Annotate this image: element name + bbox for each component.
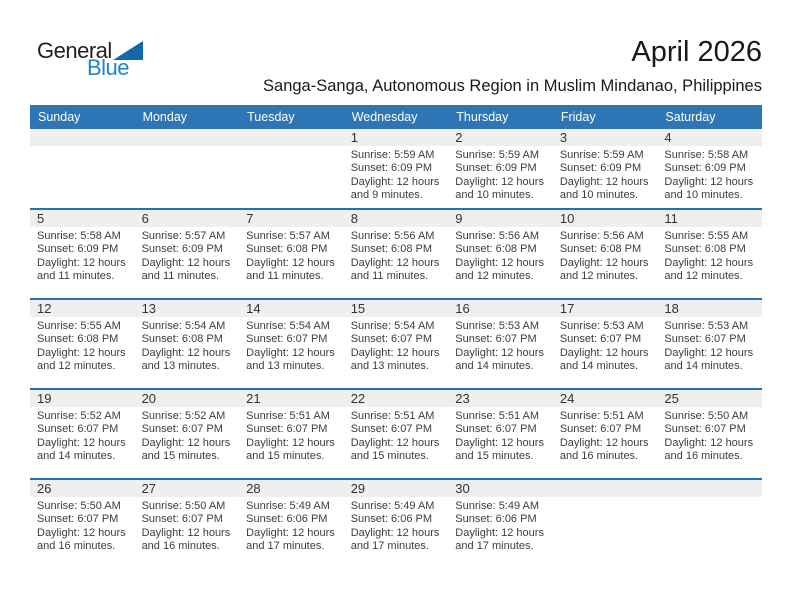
day-detail-line: Daylight: 12 hours xyxy=(141,256,231,269)
day-number: 12 xyxy=(30,300,135,317)
day-details xyxy=(448,497,553,554)
day-detail-line: Sunset: 6:07 PM xyxy=(350,423,433,436)
day-detail-line: Sunrise: 5:51 AM xyxy=(455,410,540,422)
day-cell-21 xyxy=(239,390,344,478)
day-cell-11 xyxy=(657,210,762,298)
day-detail-line: Sunrise: 5:50 AM xyxy=(664,410,749,422)
day-detail-line: and 10 minutes. xyxy=(664,189,743,202)
day-cell-13 xyxy=(135,300,240,388)
day-detail-line: Sunrise: 5:49 AM xyxy=(246,500,330,512)
day-number: 26 xyxy=(30,480,135,497)
day-detail-line: Sunrise: 5:49 AM xyxy=(455,500,540,512)
empty-day-band xyxy=(657,480,762,497)
day-detail-line: Sunset: 6:08 PM xyxy=(37,333,119,346)
day-details xyxy=(553,227,658,284)
day-detail-line: and 15 minutes. xyxy=(350,450,429,463)
day-detail-line: Sunrise: 5:52 AM xyxy=(37,410,121,422)
day-cell-30 xyxy=(448,480,553,568)
empty-day-band xyxy=(553,480,658,497)
day-cell-4 xyxy=(657,129,762,208)
day-detail-line: Sunrise: 5:53 AM xyxy=(455,320,540,332)
day-detail-line: Sunset: 6:08 PM xyxy=(350,243,433,256)
week-row-2 xyxy=(30,208,762,298)
day-details xyxy=(657,146,762,203)
logo xyxy=(37,40,143,79)
day-detail-line: Daylight: 12 hours xyxy=(559,256,649,269)
day-detail-line: and 16 minutes. xyxy=(559,450,639,463)
day-detail-line: Sunrise: 5:56 AM xyxy=(559,230,644,242)
day-cell-1 xyxy=(344,129,449,208)
day-detail-line: Daylight: 12 hours xyxy=(664,256,754,269)
day-details xyxy=(344,317,449,374)
day-details xyxy=(135,317,240,374)
day-cell-17 xyxy=(553,300,658,388)
day-detail-line: Sunrise: 5:54 AM xyxy=(141,320,226,332)
day-detail-line: and 12 minutes. xyxy=(455,270,534,283)
day-number: 23 xyxy=(448,390,553,407)
weekday-header-wednesday: Wednesday xyxy=(351,110,418,124)
weekday-header-monday: Monday xyxy=(142,110,188,124)
day-detail-line: Daylight: 12 hours xyxy=(350,526,440,539)
day-detail-line: Sunset: 6:07 PM xyxy=(246,423,328,436)
day-detail-line: Daylight: 12 hours xyxy=(246,436,335,449)
day-details xyxy=(657,317,762,374)
day-cell-2 xyxy=(448,129,553,208)
day-detail-line: and 16 minutes. xyxy=(664,450,743,463)
day-detail-line: Sunset: 6:07 PM xyxy=(350,333,433,346)
day-detail-line: and 11 minutes. xyxy=(246,270,324,283)
day-detail-line: Sunrise: 5:52 AM xyxy=(141,410,226,422)
day-number: 30 xyxy=(448,480,553,497)
day-number: 7 xyxy=(239,210,344,227)
day-details xyxy=(344,146,449,203)
day-number: 3 xyxy=(553,129,658,146)
day-detail-line: and 13 minutes. xyxy=(246,360,325,373)
empty-day-cell xyxy=(657,480,762,568)
day-cell-25 xyxy=(657,390,762,478)
day-cell-22 xyxy=(344,390,449,478)
day-details xyxy=(30,407,135,464)
day-detail-line: Sunrise: 5:56 AM xyxy=(455,230,540,242)
day-detail-line: Sunset: 6:09 PM xyxy=(664,162,746,175)
day-detail-line: Daylight: 12 hours xyxy=(141,346,231,359)
day-detail-line: Sunset: 6:07 PM xyxy=(37,513,119,526)
day-detail-line: Sunset: 6:07 PM xyxy=(246,333,328,346)
day-number: 16 xyxy=(448,300,553,317)
day-details xyxy=(344,497,449,554)
day-detail-line: Daylight: 12 hours xyxy=(455,256,544,269)
day-detail-line: Sunrise: 5:59 AM xyxy=(350,149,435,161)
weekday-header-tuesday: Tuesday xyxy=(247,110,295,124)
day-detail-line: and 17 minutes. xyxy=(455,540,534,553)
day-detail-line: Sunset: 6:07 PM xyxy=(455,333,537,346)
page-title: April 2026 xyxy=(631,36,762,68)
day-number: 2 xyxy=(448,129,553,146)
day-detail-line: Sunset: 6:08 PM xyxy=(559,243,642,256)
day-detail-line: Sunrise: 5:54 AM xyxy=(350,320,435,332)
day-detail-line: Daylight: 12 hours xyxy=(455,175,544,188)
day-detail-line: and 12 minutes. xyxy=(559,270,639,283)
day-detail-line: Daylight: 12 hours xyxy=(664,436,754,449)
day-detail-line: Sunrise: 5:56 AM xyxy=(350,230,435,242)
day-detail-line: Sunset: 6:07 PM xyxy=(664,333,746,346)
day-cell-16 xyxy=(448,300,553,388)
empty-day-cell xyxy=(553,480,658,568)
day-cell-3 xyxy=(553,129,658,208)
day-detail-line: Daylight: 12 hours xyxy=(559,346,649,359)
day-details xyxy=(448,317,553,374)
week-row-4 xyxy=(30,388,762,478)
day-cell-7 xyxy=(239,210,344,298)
day-detail-line: Sunset: 6:08 PM xyxy=(455,243,537,256)
day-number: 19 xyxy=(30,390,135,407)
page-subtitle: Sanga-Sanga, Autonomous Region in Muslim Mindanao, Philippines xyxy=(263,77,762,95)
day-number: 4 xyxy=(657,129,762,146)
day-detail-line: Sunset: 6:06 PM xyxy=(350,513,433,526)
day-detail-line: Daylight: 12 hours xyxy=(246,346,335,359)
day-detail-line: Sunset: 6:09 PM xyxy=(455,162,537,175)
day-detail-line: Daylight: 12 hours xyxy=(141,436,231,449)
day-cell-8 xyxy=(344,210,449,298)
day-detail-line: Sunrise: 5:53 AM xyxy=(664,320,749,332)
day-detail-line: Daylight: 12 hours xyxy=(664,175,754,188)
day-detail-line: and 11 minutes. xyxy=(37,270,115,283)
day-detail-line: Daylight: 12 hours xyxy=(350,175,440,188)
day-detail-line: Sunrise: 5:59 AM xyxy=(559,149,644,161)
day-details xyxy=(553,407,658,464)
day-details xyxy=(344,227,449,284)
day-detail-line: Sunrise: 5:54 AM xyxy=(246,320,330,332)
day-number: 20 xyxy=(135,390,240,407)
day-details xyxy=(239,497,344,554)
day-number: 15 xyxy=(344,300,449,317)
day-number: 5 xyxy=(30,210,135,227)
day-detail-line: Daylight: 12 hours xyxy=(37,526,126,539)
day-details xyxy=(239,317,344,374)
day-detail-line: and 14 minutes. xyxy=(37,450,116,463)
day-details xyxy=(657,407,762,464)
day-cell-27 xyxy=(135,480,240,568)
day-cell-20 xyxy=(135,390,240,478)
day-number: 22 xyxy=(344,390,449,407)
empty-day-band xyxy=(30,129,135,146)
day-detail-line: Sunrise: 5:57 AM xyxy=(246,230,330,242)
day-cell-5 xyxy=(30,210,135,298)
day-detail-line: Daylight: 12 hours xyxy=(141,526,231,539)
day-cell-26 xyxy=(30,480,135,568)
day-cell-14 xyxy=(239,300,344,388)
day-details xyxy=(135,227,240,284)
day-detail-line: Sunset: 6:07 PM xyxy=(559,423,642,436)
day-detail-line: and 10 minutes. xyxy=(455,189,534,202)
day-cell-28 xyxy=(239,480,344,568)
day-detail-line: Sunrise: 5:57 AM xyxy=(141,230,226,242)
day-cell-6 xyxy=(135,210,240,298)
day-detail-line: Sunrise: 5:59 AM xyxy=(455,149,540,161)
day-details xyxy=(657,227,762,284)
day-number: 21 xyxy=(239,390,344,407)
day-detail-line: and 15 minutes. xyxy=(455,450,534,463)
day-detail-line: Sunset: 6:07 PM xyxy=(664,423,746,436)
weekday-header-thursday: Thursday xyxy=(456,110,509,124)
day-detail-line: Sunrise: 5:50 AM xyxy=(141,500,226,512)
day-detail-line: and 15 minutes. xyxy=(246,450,325,463)
day-details xyxy=(30,317,135,374)
day-detail-line: Sunset: 6:08 PM xyxy=(664,243,746,256)
day-number: 14 xyxy=(239,300,344,317)
day-detail-line: Sunset: 6:09 PM xyxy=(350,162,433,175)
day-detail-line: Daylight: 12 hours xyxy=(350,256,440,269)
day-detail-line: Sunset: 6:09 PM xyxy=(559,162,642,175)
day-details xyxy=(30,497,135,554)
day-detail-line: Daylight: 12 hours xyxy=(559,436,649,449)
week-row-1 xyxy=(30,129,762,208)
day-detail-line: Daylight: 12 hours xyxy=(37,256,126,269)
day-cell-23 xyxy=(448,390,553,478)
day-detail-line: Daylight: 12 hours xyxy=(246,526,335,539)
day-number: 28 xyxy=(239,480,344,497)
day-detail-line: and 13 minutes. xyxy=(141,360,220,373)
day-details xyxy=(135,497,240,554)
week-row-5 xyxy=(30,478,762,568)
weekday-header-row xyxy=(30,105,762,129)
day-detail-line: and 9 minutes. xyxy=(350,189,423,202)
day-number: 17 xyxy=(553,300,658,317)
day-details xyxy=(239,227,344,284)
day-detail-line: Sunrise: 5:55 AM xyxy=(37,320,121,332)
empty-day-cell xyxy=(30,129,135,208)
day-number: 13 xyxy=(135,300,240,317)
day-details xyxy=(448,407,553,464)
logo-blue-text: Blue xyxy=(87,55,130,80)
day-detail-line: Daylight: 12 hours xyxy=(455,526,544,539)
day-detail-line: Daylight: 12 hours xyxy=(246,256,335,269)
empty-day-cell xyxy=(135,129,240,208)
day-detail-line: and 16 minutes. xyxy=(37,540,116,553)
day-detail-line: Sunset: 6:06 PM xyxy=(246,513,328,526)
day-detail-line: and 14 minutes. xyxy=(664,360,743,373)
day-detail-line: Daylight: 12 hours xyxy=(455,346,544,359)
day-detail-line: Sunset: 6:09 PM xyxy=(141,243,223,256)
day-cell-9 xyxy=(448,210,553,298)
day-detail-line: Sunrise: 5:51 AM xyxy=(559,410,644,422)
day-detail-line: and 14 minutes. xyxy=(455,360,534,373)
day-detail-line: Daylight: 12 hours xyxy=(37,346,126,359)
day-detail-line: Sunset: 6:07 PM xyxy=(37,423,119,436)
day-detail-line: and 12 minutes. xyxy=(664,270,743,283)
day-detail-line: and 17 minutes. xyxy=(246,540,325,553)
day-detail-line: Daylight: 12 hours xyxy=(350,346,440,359)
day-detail-line: and 11 minutes. xyxy=(350,270,429,283)
weekday-header-sunday: Sunday xyxy=(38,110,81,124)
week-row-3 xyxy=(30,298,762,388)
day-details xyxy=(448,146,553,203)
day-number: 1 xyxy=(344,129,449,146)
day-detail-line: Sunrise: 5:58 AM xyxy=(664,149,749,161)
day-details xyxy=(553,146,658,203)
day-number: 11 xyxy=(657,210,762,227)
day-detail-line: Sunrise: 5:58 AM xyxy=(37,230,121,242)
day-detail-line: and 14 minutes. xyxy=(559,360,639,373)
day-number: 27 xyxy=(135,480,240,497)
day-detail-line: Sunrise: 5:50 AM xyxy=(37,500,121,512)
day-detail-line: and 17 minutes. xyxy=(350,540,429,553)
day-detail-line: Sunset: 6:07 PM xyxy=(141,513,223,526)
logo-general-text: General xyxy=(37,38,112,63)
day-detail-line: Daylight: 12 hours xyxy=(559,175,649,188)
day-detail-line: and 11 minutes. xyxy=(141,270,220,283)
weekday-header-saturday: Saturday xyxy=(665,110,716,124)
day-detail-line: and 12 minutes. xyxy=(37,360,116,373)
day-details xyxy=(448,227,553,284)
day-detail-line: Sunset: 6:07 PM xyxy=(455,423,537,436)
day-details xyxy=(135,407,240,464)
day-detail-line: and 13 minutes. xyxy=(350,360,429,373)
day-cell-15 xyxy=(344,300,449,388)
empty-day-cell xyxy=(239,129,344,208)
empty-day-band xyxy=(135,129,240,146)
day-detail-line: Daylight: 12 hours xyxy=(37,436,126,449)
day-detail-line: Sunset: 6:09 PM xyxy=(37,243,119,256)
day-cell-18 xyxy=(657,300,762,388)
day-cell-29 xyxy=(344,480,449,568)
day-detail-line: Sunset: 6:06 PM xyxy=(455,513,537,526)
day-details xyxy=(239,407,344,464)
day-detail-line: Daylight: 12 hours xyxy=(455,436,544,449)
day-detail-line: Sunrise: 5:55 AM xyxy=(664,230,749,242)
day-number: 24 xyxy=(553,390,658,407)
day-detail-line: and 16 minutes. xyxy=(141,540,220,553)
day-cell-24 xyxy=(553,390,658,478)
weekday-header-friday: Friday xyxy=(560,110,596,124)
day-detail-line: Sunset: 6:07 PM xyxy=(141,423,223,436)
day-detail-line: Sunset: 6:08 PM xyxy=(246,243,328,256)
day-detail-line: and 10 minutes. xyxy=(559,189,639,202)
day-number: 25 xyxy=(657,390,762,407)
calendar xyxy=(30,105,762,568)
day-details xyxy=(30,227,135,284)
day-detail-line: Sunrise: 5:51 AM xyxy=(350,410,435,422)
day-cell-10 xyxy=(553,210,658,298)
day-details xyxy=(553,317,658,374)
day-cell-19 xyxy=(30,390,135,478)
day-cell-12 xyxy=(30,300,135,388)
day-details xyxy=(344,407,449,464)
day-detail-line: Sunrise: 5:51 AM xyxy=(246,410,330,422)
day-detail-line: and 15 minutes. xyxy=(141,450,220,463)
empty-day-band xyxy=(239,129,344,146)
day-number: 9 xyxy=(448,210,553,227)
day-number: 6 xyxy=(135,210,240,227)
day-detail-line: Daylight: 12 hours xyxy=(664,346,754,359)
day-detail-line: Sunrise: 5:49 AM xyxy=(350,500,435,512)
day-detail-line: Daylight: 12 hours xyxy=(350,436,440,449)
day-detail-line: Sunrise: 5:53 AM xyxy=(559,320,644,332)
day-detail-line: Sunset: 6:07 PM xyxy=(559,333,642,346)
day-number: 8 xyxy=(344,210,449,227)
day-detail-line: Sunset: 6:08 PM xyxy=(141,333,223,346)
day-number: 29 xyxy=(344,480,449,497)
calendar-body xyxy=(30,129,762,568)
day-number: 10 xyxy=(553,210,658,227)
day-number: 18 xyxy=(657,300,762,317)
